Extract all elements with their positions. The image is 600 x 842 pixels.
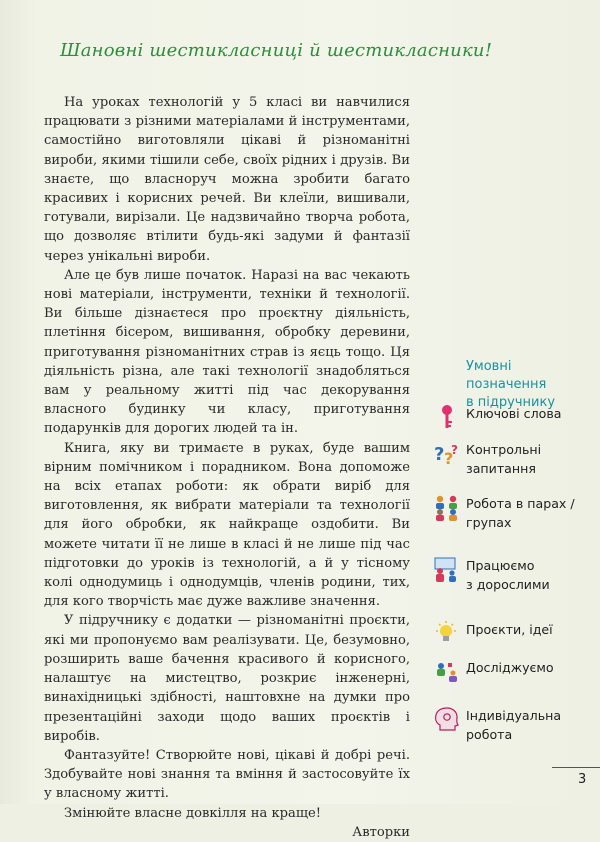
legend-item-projects: Проєкти, ідеї <box>432 620 553 648</box>
page-number: 3 <box>578 772 587 787</box>
legend-item-pair-work: Робота в парах / групах <box>432 494 575 532</box>
research-icon <box>432 658 462 686</box>
adult-child-icon <box>432 556 462 584</box>
svg-text:?: ? <box>434 444 445 465</box>
footer-rule <box>552 767 600 768</box>
legend-item-key-words: Ключові слова <box>432 404 561 432</box>
legend-item-control-questions: ? ? ? Контрольні запитання <box>434 442 542 476</box>
paragraph-6: Змінюйте власне довкілля на краще! <box>64 805 322 821</box>
legend-item-with-adults: Працюємо з дорослими <box>432 556 550 594</box>
paragraph-2: Але це був лише початок. Наразі на вас чекають нові матеріали, інструменти, техніки й технології. Ви більше дізнаєтеся про проєктну діяльність, плетіння бісером, вишивання, обробку деревини, приготування різноманітних страв із яєць тощо. Ця діяльність різна, але такі технології знадобляться вам у реальному житті під час декорування власного будинку чи класу, приготування подарунків для дорогих людей та ін. <box>44 267 410 437</box>
legend-heading: Умовні позначення в підручнику <box>466 359 556 410</box>
head-icon <box>432 706 462 734</box>
legend-item-individual-work: Індивідуальна робота <box>432 706 561 744</box>
signature: Авторки <box>352 824 410 840</box>
pair-group-icon <box>432 494 462 522</box>
key-icon <box>432 404 462 432</box>
legend <box>432 358 592 742</box>
svg-text:?: ? <box>444 449 454 468</box>
paragraph-5: Фантазуйте! Створюйте нові, цікаві й добрі речі. Здобувайте нові знання та вміння й застосовуйте їх у власному житті. <box>44 747 410 802</box>
svg-text:?: ? <box>451 443 458 457</box>
page-title: Шановні шестикласниці й шестикласники! <box>60 40 493 61</box>
question-marks-icon <box>432 440 462 468</box>
paragraph-3: Книга, яку ви тримаєте в руках, буде вашим вірним помічником і порадником. Вона допоможе на всіх етапах роботи: як обрати виріб для виготовлення, як вибрати матеріали та технології для його обробки, як найкраще оздобити. Ви можете читати її не лише в класі й не лише під час підготовки до уроків із технологій, а й у тісному колі однодумиць і однодумців, членів родини, тих, для кого творчість має дуже важливе значення. <box>44 440 410 610</box>
paragraph-4: У підручнику є додатки — різноманітні проєкти, які ми пропонуємо вам реалізувати. Це, безумовно, розширить ваше бачення красивого й корисного, налаштує на мистецтво, розкриє інженерні, винахідницькі здібності, наштовхне на думки про презентаційні заходи щодо ваших проєктів і виробів. <box>44 613 410 744</box>
lightbulb-icon <box>432 620 462 648</box>
legend-item-research: Досліджуємо <box>432 658 554 686</box>
intro-text <box>44 93 410 842</box>
paragraph-1: На уроках технологій у 5 класі ви навчилися працювати з різними матеріалами й інструментами, самостійно виготовляли цікаві й різноманітні вироби, якими тішили себе, своїх рідних і друзів. Ви знаєте, що власноруч можна зробити багато красивих і корисних речей. Ви клеїли, вишивали, готували, вирізали. Це надзвичайно творча робота, що дозволяє втілити будь-які задуми й фантазії через унікальні вироби. <box>44 95 410 264</box>
